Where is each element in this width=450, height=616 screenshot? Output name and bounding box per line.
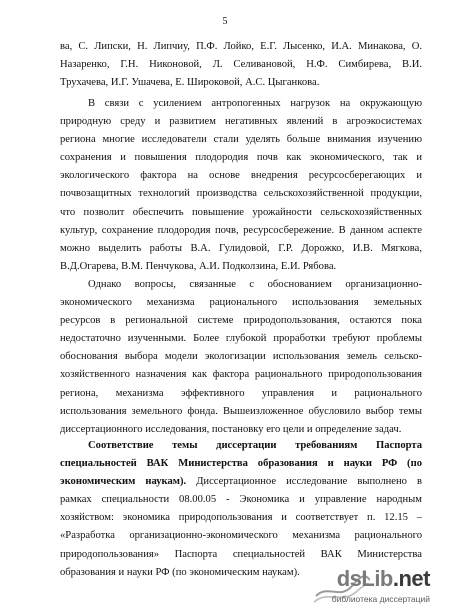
bold-line — [60, 437, 422, 455]
text-line: «Разработка организационно-экономического механизма рационального — [60, 530, 422, 542]
text-line: В.Д.Огарева, В.М. Пенчукова, А.И. Подколзина, Е.И. Рябова. — [60, 260, 337, 272]
watermark-caption: библиотека диссертаций — [331, 594, 430, 604]
watermark-logo — [337, 566, 430, 592]
paragraph-research-context — [60, 95, 422, 276]
text-line: ва, С. Липски, Н. Липчиу, П.Ф. Лойко, Е.Г. Лысенко, И.А. Минакова, О. — [60, 41, 422, 52]
paragraph-open-questions — [60, 276, 422, 439]
text-line: Однако вопросы, связанные с обоснованием организационно- — [88, 279, 422, 290]
bold-text: экономическим наукам). — [60, 476, 187, 488]
text-line: природопользования» Паспорта специальностей ВАК Министерства — [60, 548, 422, 560]
text-line: культур, сохранение плодородия почв, ресурсосбережение. В данном аспекте — [60, 224, 422, 236]
paragraph-authors-continued — [60, 38, 422, 92]
bold-line — [60, 455, 422, 473]
text-line: можно выделить работы В.А. Гулидовой, Г.Р. Дорожко, И.В. Мягкова, — [60, 242, 422, 254]
text-line: образования и науки РФ (по экономическим наукам). — [60, 566, 300, 578]
mixed-line — [60, 473, 422, 491]
text-line: природную среду и развитием негативных явлений в агроэкосистемах — [60, 116, 422, 128]
text-line: рамках специальности 08.00.05 - Экономика и управление народным — [60, 494, 422, 506]
text-line: Назаренко, Г.Н. Никоновой, Л. Селивановой, Н.Ф. Симбирева, В.И. — [60, 59, 422, 71]
text-line: сохранения и повышения плодородия почв как экономического, так и — [60, 152, 422, 164]
watermark — [318, 566, 434, 610]
regular-text: Диссертационное исследование выполнено в — [186, 476, 422, 488]
text-line: что позволит обеспечить повышение урожайности сельскохозяйственных — [60, 206, 422, 218]
text-line: хозяйственного назначения как фактора рационального природопользования — [60, 369, 422, 381]
text-line: экономического механизма рационального использования земельных — [60, 297, 422, 309]
bold-text: специальностей ВАК Министерства образования и науки РФ (по — [60, 458, 422, 470]
text-line: использования земельного фонда. Вышеизложенное обусловило выбор темы — [60, 405, 422, 417]
text-line: почвозащитных технологий производства сельскохозяйственной продукции, — [60, 188, 422, 200]
watermark-logo-part1: dsLib — [336, 566, 393, 591]
text-line: ресурсов в региональной системе природопользования, остаются пока — [60, 315, 422, 327]
text-line: хозяйством: экономика природопользования и соответствует п. 12.15 – — [60, 512, 422, 524]
text-line: диссертационного исследования, постановку его цели и определение задач. — [60, 423, 402, 435]
text-line: Трухачева, И.Г. Ушачева, Е. Широковой, А.С. Цыганкова. — [60, 77, 320, 89]
text-line: региона многие исследователи стали уделять больше внимания изучению — [60, 134, 422, 146]
text-line: региона, механизма эффективного управления и рационального — [60, 387, 422, 399]
bold-text: Соответствие темы диссертации требованиям Паспорта — [88, 440, 422, 451]
watermark-logo-part2: .net — [392, 566, 430, 591]
page-number: 5 — [222, 16, 228, 27]
text-line: недостаточно изученными. Более глубокой проработки требуют проблемы — [60, 333, 422, 345]
text-line: экологического фактора на основе внедрения ресурсосберегающих и — [60, 170, 422, 182]
text-line: В связи с усилением антропогенных нагрузок на окружающую — [88, 98, 422, 109]
paragraph-specialty-compliance — [60, 437, 422, 582]
text-line: обоснования выбора модели экологизации использования земель сельско- — [60, 351, 422, 363]
